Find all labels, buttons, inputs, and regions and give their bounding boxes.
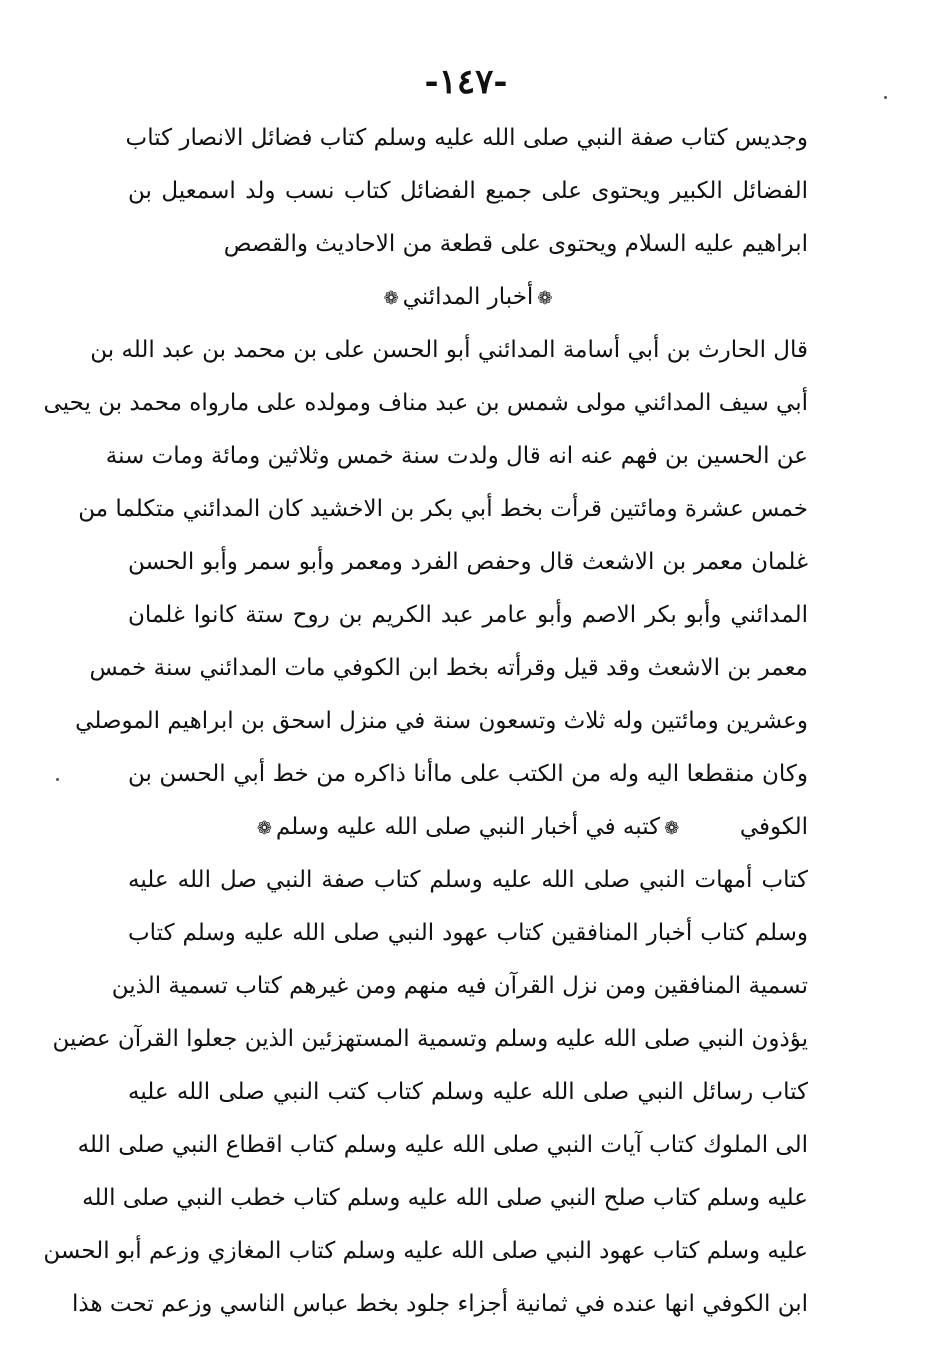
text-line: المدائني وأبو بكر الاصم وأبو عامر عبد الكريم بن روح ستة كانوا غلمان (128, 602, 808, 628)
books-section (43, 801, 808, 1331)
ornament-icon: ❁ (537, 288, 553, 309)
text-line: وجديس كتاب صفة النبي صلى الله عليه وسلم كتاب فضائل الانصار كتاب (125, 125, 808, 151)
text-line: يؤذون النبي صلى الله عليه وسلم وتسمية المستهزئين الذين جعلوا القرآن عضين (52, 1026, 808, 1052)
text-line: كتاب أمهات النبي صلى الله عليه وسلم كتاب صفة النبي صل الله عليه (128, 867, 808, 893)
text-line: أبي سيف المدائني مولى شمس بن عبد مناف ومولده على مارواه محمد بن يحيى (43, 390, 808, 416)
text-line: خمس عشرة ومائتين قرأت بخط أبي بكر بن الاخشيد كان المدائني متكلما من (78, 496, 808, 522)
text-line: كتاب رسائل النبي صلى الله عليه وسلم كتاب كتب النبي صلى الله عليه (128, 1079, 808, 1105)
paper-speck (884, 96, 887, 99)
text-line: غلمان معمر بن الاشعث قال وحفص الفرد ومعمر وأبو سمر وأبو الحسن (128, 549, 808, 575)
text-line: الفضائل الكبير ويحتوى على جميع الفضائل كتاب نسب ولد اسمعيل بن (128, 178, 808, 204)
text-line: ابن الكوفي انها عنده في ثمانية أجزاء جلود بخط عباس الناسي وزعم تحت هذا (72, 1291, 808, 1317)
heading-text: كتبه في أخبار النبي صلى الله عليه وسلم (275, 814, 661, 840)
text-line: الكوفي (739, 814, 808, 840)
ornament-icon: ❁ (383, 288, 399, 309)
text-line: معمر بن الاشعث وقد قيل وقرأته بخط ابن الكوفي مات المدائني سنة خمس (89, 655, 808, 681)
text-line: وسلم كتاب أخبار المنافقين كتاب عهود النبي صلى الله عليه وسلم كتاب (128, 920, 808, 946)
text-line: قال الحارث بن أبي أسامة المدائني أبو الحسن على بن محمد بن عبد الله بن (90, 337, 808, 363)
text-line: الى الملوك كتاب آيات النبي صلى الله عليه وسلم كتاب اقطاع النبي صلى الله (77, 1132, 808, 1158)
text-line: عليه وسلم كتاب عهود النبي صلى الله عليه وسلم كتاب المغازي وزعم أبو الحسن (43, 1238, 808, 1264)
intro-paragraph (125, 112, 808, 271)
text-line: عن الحسين بن فهم عنه انه قال ولدت سنة خمس وثلاثين ومائة ومات سنة (105, 443, 808, 469)
paper-speck (56, 778, 59, 781)
text-line: تسمية المنافقين ومن نزل القرآن فيه منهم ومن غيرهم كتاب تسمية الذين (111, 973, 808, 999)
section-heading-books (128, 801, 808, 854)
heading-text: أخبار المدائني (402, 284, 534, 310)
text-line: عليه وسلم كتاب صلح النبي صلى الله عليه وسلم كتاب خطب النبي صلى الله (82, 1185, 808, 1211)
text-line: وعشرين ومائتين وله ثلاث وتسعون سنة في منزل اسحق بن ابراهيم الموصلي (75, 708, 808, 734)
page-number: -١٤٧- (424, 62, 508, 102)
section-heading-madaini (128, 271, 808, 324)
ornament-icon: ❁ (664, 818, 680, 839)
text-line: وكان منقطعا اليه وله من الكتب على ماأنا ذاكره من خط أبي الحسن بن (128, 761, 808, 787)
text-line: ابراهيم عليه السلام ويحتوى على قطعة من الاحاديث والقصص (223, 231, 808, 257)
madaini-section (43, 271, 808, 854)
ornament-icon: ❁ (256, 818, 272, 839)
